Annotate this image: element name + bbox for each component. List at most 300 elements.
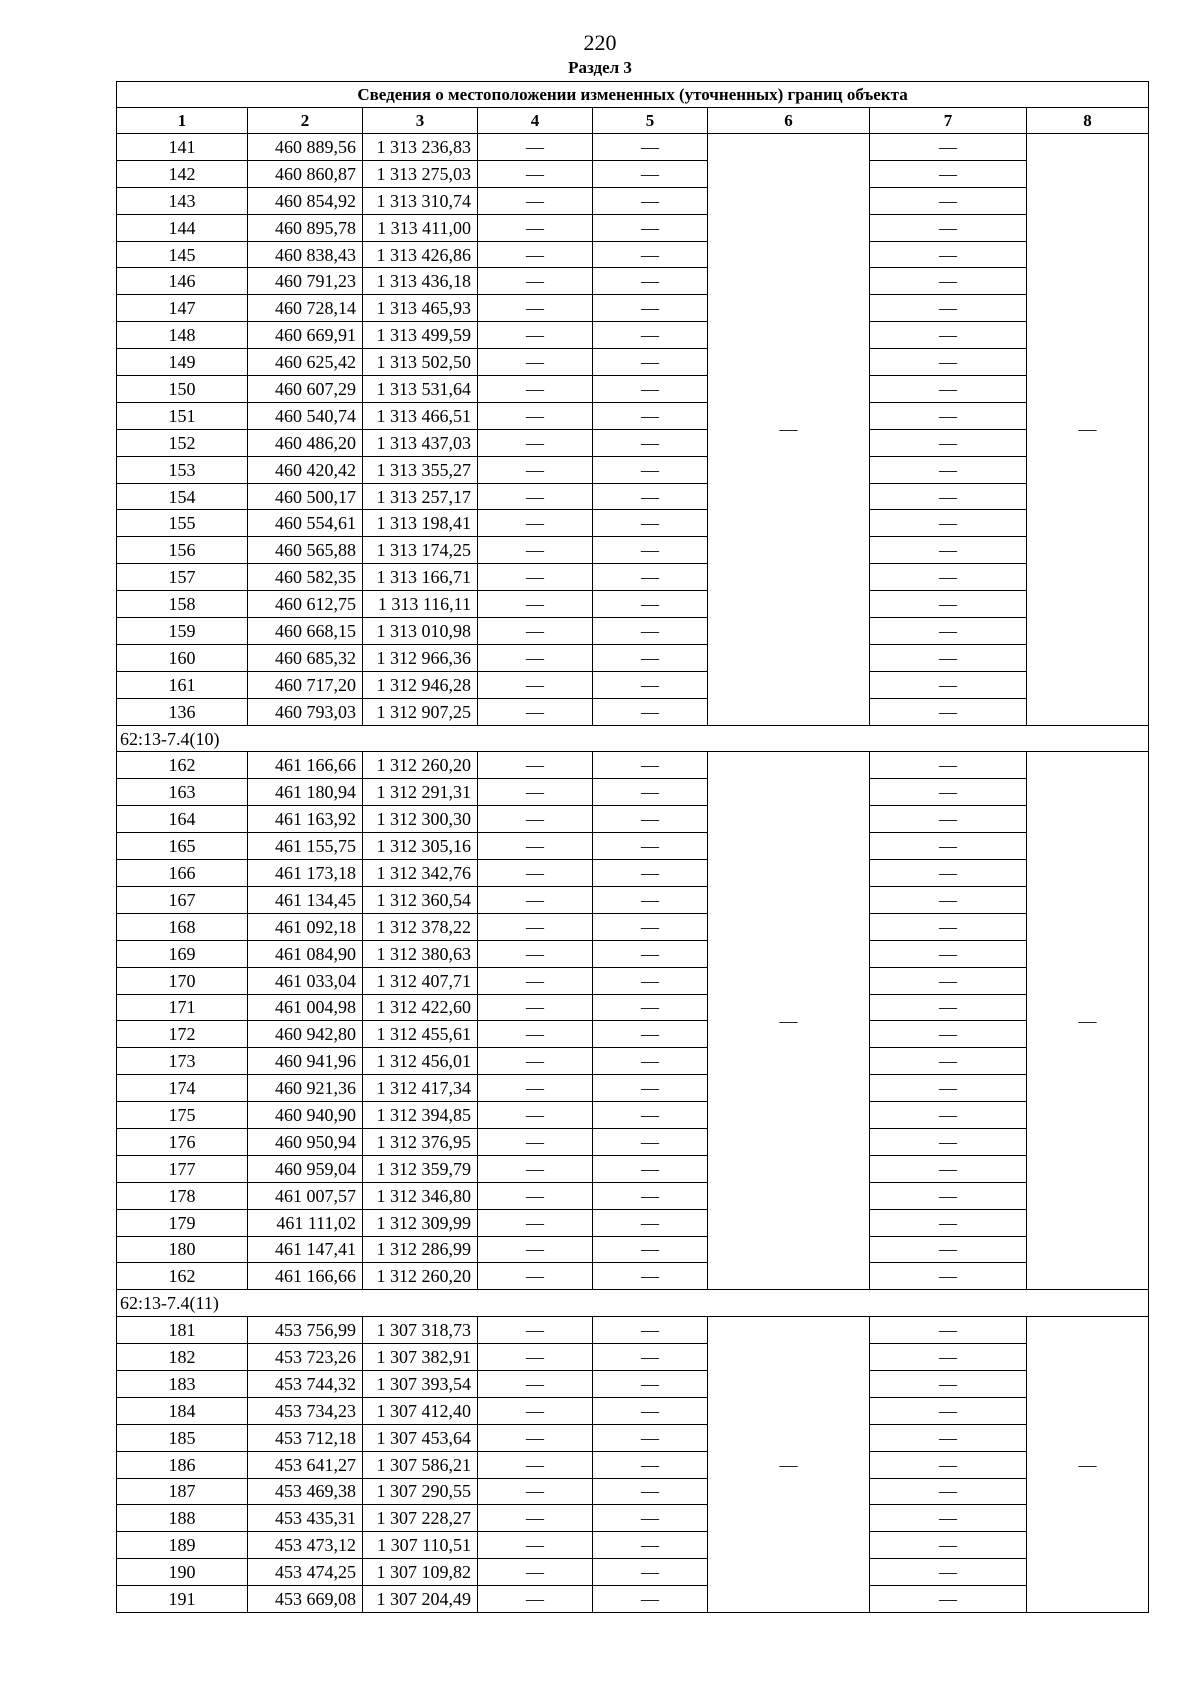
table-caption: Сведения о местоположении измененных (уточненных) границ объекта [117,82,1149,108]
table-row [117,860,1149,887]
point-number-cell: 146 [117,268,248,295]
point-number-cell: 180 [117,1236,248,1263]
coordinate-y-cell: 1 312 946,28 [363,671,478,698]
coordinate-x-cell: 460 728,14 [248,295,363,322]
table-row [117,349,1149,376]
coordinate-x-cell: 460 895,78 [248,214,363,241]
table-row [117,1397,1149,1424]
column-7-cell: — [870,618,1027,645]
table-row [117,1505,1149,1532]
column-header: 7 [870,108,1027,134]
column-7-cell: — [870,752,1027,779]
point-number-cell: 185 [117,1424,248,1451]
column-5-cell: — [593,1128,708,1155]
column-header: 3 [363,108,478,134]
column-4-cell: — [478,1075,593,1102]
coordinate-x-cell: 461 163,92 [248,806,363,833]
point-number-cell: 152 [117,429,248,456]
table-row [117,1317,1149,1344]
column-4-cell: — [478,1021,593,1048]
point-number-cell: 165 [117,833,248,860]
column-4-cell: — [478,591,593,618]
table-row [117,1021,1149,1048]
point-number-cell: 164 [117,806,248,833]
point-number-cell: 136 [117,698,248,725]
coordinate-x-cell: 461 166,66 [248,1263,363,1290]
table-row [117,806,1149,833]
table-row [117,1102,1149,1129]
point-number-cell: 168 [117,913,248,940]
table-row [117,1263,1149,1290]
table-row [117,214,1149,241]
point-number-cell: 167 [117,886,248,913]
point-number-cell: 162 [117,1263,248,1290]
column-5-cell: — [593,295,708,322]
point-number-cell: 186 [117,1451,248,1478]
table-row [117,644,1149,671]
point-number-cell: 162 [117,752,248,779]
column-4-cell: — [478,1478,593,1505]
column-5-cell: — [593,1182,708,1209]
column-7-cell: — [870,1559,1027,1586]
column-4-cell: — [478,1236,593,1263]
table-row [117,833,1149,860]
coordinate-x-cell: 460 860,87 [248,160,363,187]
coordinate-y-cell: 1 313 355,27 [363,456,478,483]
coordinate-y-cell: 1 313 198,41 [363,510,478,537]
coordinate-x-cell: 453 474,25 [248,1559,363,1586]
column-5-cell: — [593,1155,708,1182]
column-5-cell: — [593,1505,708,1532]
coordinate-y-cell: 1 313 236,83 [363,134,478,161]
column-7-cell: — [870,322,1027,349]
point-number-cell: 188 [117,1505,248,1532]
column-4-cell: — [478,698,593,725]
point-number-cell: 179 [117,1209,248,1236]
point-number-cell: 157 [117,564,248,591]
point-number-cell: 154 [117,483,248,510]
table-row [117,322,1149,349]
coordinate-x-cell: 453 669,08 [248,1586,363,1613]
column-header: 8 [1027,108,1149,134]
column-5-cell: — [593,1236,708,1263]
column-7-cell: — [870,1263,1027,1290]
column-8-merged-cell: — [1027,1317,1149,1613]
column-header: 4 [478,108,593,134]
point-number-cell: 171 [117,994,248,1021]
table-row [117,1344,1149,1371]
point-number-cell: 163 [117,779,248,806]
coordinate-y-cell: 1 313 411,00 [363,214,478,241]
column-7-cell: — [870,160,1027,187]
table-row [117,241,1149,268]
column-4-cell: — [478,241,593,268]
column-7-cell: — [870,187,1027,214]
column-7-cell: — [870,671,1027,698]
column-5-cell: — [593,1532,708,1559]
column-5-cell: — [593,349,708,376]
column-5-cell: — [593,994,708,1021]
column-5-cell: — [593,456,708,483]
coordinate-x-cell: 460 685,32 [248,644,363,671]
coordinate-y-cell: 1 312 417,34 [363,1075,478,1102]
table-row [117,1128,1149,1155]
table-row [117,268,1149,295]
table-row [117,1182,1149,1209]
column-7-cell: — [870,1586,1027,1613]
point-number-cell: 189 [117,1532,248,1559]
column-7-cell: — [870,268,1027,295]
table-row [117,1209,1149,1236]
column-7-cell: — [870,994,1027,1021]
column-4-cell: — [478,322,593,349]
column-4-cell: — [478,456,593,483]
column-5-cell: — [593,618,708,645]
coordinate-y-cell: 1 313 310,74 [363,187,478,214]
table-row [117,1559,1149,1586]
point-number-cell: 144 [117,214,248,241]
table-row [117,779,1149,806]
coordinate-y-cell: 1 313 010,98 [363,618,478,645]
coordinate-y-cell: 1 312 291,31 [363,779,478,806]
coordinate-y-cell: 1 307 412,40 [363,1397,478,1424]
subsection-row [117,1290,1149,1317]
point-number-cell: 142 [117,160,248,187]
coordinate-x-cell: 460 540,74 [248,402,363,429]
column-5-cell: — [593,1209,708,1236]
coordinate-y-cell: 1 313 257,17 [363,483,478,510]
column-7-cell: — [870,1048,1027,1075]
coordinate-x-cell: 461 134,45 [248,886,363,913]
column-7-cell: — [870,1370,1027,1397]
coordinate-x-cell: 460 793,03 [248,698,363,725]
point-number-cell: 191 [117,1586,248,1613]
coordinate-y-cell: 1 312 380,63 [363,940,478,967]
table-row [117,940,1149,967]
column-4-cell: — [478,214,593,241]
table-row [117,537,1149,564]
coordinate-x-cell: 461 180,94 [248,779,363,806]
column-5-cell: — [593,402,708,429]
column-4-cell: — [478,886,593,913]
point-number-cell: 169 [117,940,248,967]
coordinate-y-cell: 1 312 360,54 [363,886,478,913]
coordinate-y-cell: 1 312 455,61 [363,1021,478,1048]
point-number-cell: 141 [117,134,248,161]
coordinate-y-cell: 1 307 204,49 [363,1586,478,1613]
column-4-cell: — [478,1128,593,1155]
point-number-cell: 161 [117,671,248,698]
column-5-cell: — [593,940,708,967]
section-title: Раздел 3 [568,58,632,77]
table-body [117,82,1149,1613]
coordinate-y-cell: 1 313 275,03 [363,160,478,187]
point-number-cell: 153 [117,456,248,483]
column-4-cell: — [478,1451,593,1478]
boundary-coordinates-table [116,81,1149,1613]
coordinate-x-cell: 460 582,35 [248,564,363,591]
column-header: 1 [117,108,248,134]
table-row [117,1586,1149,1613]
point-number-cell: 176 [117,1128,248,1155]
column-7-cell: — [870,1532,1027,1559]
column-4-cell: — [478,1505,593,1532]
column-4-cell: — [478,1102,593,1129]
table-row [117,564,1149,591]
point-number-cell: 149 [117,349,248,376]
column-4-cell: — [478,402,593,429]
point-number-cell: 148 [117,322,248,349]
column-7-cell: — [870,806,1027,833]
coordinate-x-cell: 460 612,75 [248,591,363,618]
table-row [117,618,1149,645]
point-number-cell: 182 [117,1344,248,1371]
column-5-cell: — [593,1075,708,1102]
coordinate-x-cell: 460 668,15 [248,618,363,645]
column-7-cell: — [870,967,1027,994]
coordinate-y-cell: 1 307 382,91 [363,1344,478,1371]
column-4-cell: — [478,833,593,860]
column-6-merged-cell: — [708,134,870,726]
column-5-cell: — [593,429,708,456]
coordinate-x-cell: 460 940,90 [248,1102,363,1129]
column-7-cell: — [870,510,1027,537]
coordinate-x-cell: 460 486,20 [248,429,363,456]
column-5-cell: — [593,1586,708,1613]
coordinate-y-cell: 1 312 376,95 [363,1128,478,1155]
column-7-cell: — [870,564,1027,591]
table-row [117,1424,1149,1451]
column-5-cell: — [593,214,708,241]
coordinate-x-cell: 460 854,92 [248,187,363,214]
column-4-cell: — [478,134,593,161]
column-5-cell: — [593,1263,708,1290]
coordinate-x-cell: 460 607,29 [248,376,363,403]
coordinate-y-cell: 1 313 437,03 [363,429,478,456]
column-4-cell: — [478,564,593,591]
column-7-cell: — [870,913,1027,940]
coordinate-y-cell: 1 312 394,85 [363,1102,478,1129]
table-row [117,160,1149,187]
column-4-cell: — [478,1532,593,1559]
coordinate-x-cell: 460 554,61 [248,510,363,537]
column-header: 6 [708,108,870,134]
point-number-cell: 166 [117,860,248,887]
coordinate-y-cell: 1 312 378,22 [363,913,478,940]
coordinate-y-cell: 1 307 318,73 [363,1317,478,1344]
column-7-cell: — [870,376,1027,403]
table-row [117,1048,1149,1075]
point-number-cell: 159 [117,618,248,645]
column-8-merged-cell: — [1027,752,1149,1290]
table-row [117,967,1149,994]
table-row [117,1370,1149,1397]
column-5-cell: — [593,1317,708,1344]
column-5-cell: — [593,886,708,913]
column-5-cell: — [593,1048,708,1075]
coordinate-y-cell: 1 307 393,54 [363,1370,478,1397]
coordinate-x-cell: 461 084,90 [248,940,363,967]
column-header-row [117,108,1149,134]
column-4-cell: — [478,537,593,564]
coordinate-x-cell: 460 625,42 [248,349,363,376]
column-5-cell: — [593,1021,708,1048]
column-5-cell: — [593,564,708,591]
page-number: 220 [583,30,617,55]
coordinate-y-cell: 1 312 966,36 [363,644,478,671]
column-7-cell: — [870,1505,1027,1532]
column-7-cell: — [870,295,1027,322]
point-number-cell: 177 [117,1155,248,1182]
column-4-cell: — [478,1317,593,1344]
point-number-cell: 178 [117,1182,248,1209]
column-4-cell: — [478,860,593,887]
point-number-cell: 170 [117,967,248,994]
coordinate-y-cell: 1 313 502,50 [363,349,478,376]
column-7-cell: — [870,1021,1027,1048]
coordinate-x-cell: 460 941,96 [248,1048,363,1075]
point-number-cell: 147 [117,295,248,322]
column-7-cell: — [870,1451,1027,1478]
column-4-cell: — [478,752,593,779]
column-header: 5 [593,108,708,134]
column-4-cell: — [478,268,593,295]
coordinate-y-cell: 1 307 109,82 [363,1559,478,1586]
point-number-cell: 158 [117,591,248,618]
table-row [117,913,1149,940]
column-5-cell: — [593,241,708,268]
column-5-cell: — [593,1478,708,1505]
coordinate-x-cell: 461 033,04 [248,967,363,994]
column-4-cell: — [478,295,593,322]
column-7-cell: — [870,1397,1027,1424]
coordinate-y-cell: 1 313 466,51 [363,402,478,429]
column-5-cell: — [593,1424,708,1451]
column-6-merged-cell: — [708,1317,870,1613]
column-7-cell: — [870,456,1027,483]
coordinate-y-cell: 1 313 116,11 [363,591,478,618]
point-number-cell: 155 [117,510,248,537]
column-4-cell: — [478,1586,593,1613]
column-7-cell: — [870,349,1027,376]
coordinate-y-cell: 1 313 174,25 [363,537,478,564]
table-row [117,591,1149,618]
coordinate-x-cell: 453 473,12 [248,1532,363,1559]
coordinate-y-cell: 1 312 260,20 [363,752,478,779]
column-7-cell: — [870,644,1027,671]
column-5-cell: — [593,671,708,698]
column-7-cell: — [870,1102,1027,1129]
column-5-cell: — [593,537,708,564]
column-7-cell: — [870,1236,1027,1263]
point-number-cell: 172 [117,1021,248,1048]
subsection-label: 62:13-7.4(11) [117,1290,1149,1317]
column-4-cell: — [478,1424,593,1451]
column-5-cell: — [593,1397,708,1424]
coordinate-x-cell: 460 889,56 [248,134,363,161]
table-row [117,376,1149,403]
column-4-cell: — [478,1263,593,1290]
coordinate-x-cell: 460 950,94 [248,1128,363,1155]
point-number-cell: 175 [117,1102,248,1129]
coordinate-y-cell: 1 313 465,93 [363,295,478,322]
table-row [117,1236,1149,1263]
coordinate-x-cell: 461 155,75 [248,833,363,860]
column-5-cell: — [593,833,708,860]
column-5-cell: — [593,1102,708,1129]
table-row [117,1532,1149,1559]
table-row [117,698,1149,725]
table-row [117,295,1149,322]
column-5-cell: — [593,510,708,537]
table-row [117,1075,1149,1102]
column-7-cell: — [870,429,1027,456]
column-4-cell: — [478,429,593,456]
table-row [117,134,1149,161]
table-row [117,402,1149,429]
column-4-cell: — [478,1397,593,1424]
coordinate-y-cell: 1 312 342,76 [363,860,478,887]
column-4-cell: — [478,618,593,645]
point-number-cell: 187 [117,1478,248,1505]
coordinate-x-cell: 460 500,17 [248,483,363,510]
subsection-row [117,725,1149,752]
column-5-cell: — [593,806,708,833]
coordinate-y-cell: 1 313 166,71 [363,564,478,591]
coordinate-y-cell: 1 312 346,80 [363,1182,478,1209]
column-7-cell: — [870,591,1027,618]
column-7-cell: — [870,134,1027,161]
point-number-cell: 160 [117,644,248,671]
column-4-cell: — [478,994,593,1021]
column-4-cell: — [478,940,593,967]
column-4-cell: — [478,376,593,403]
coordinate-x-cell: 453 435,31 [248,1505,363,1532]
coordinate-x-cell: 461 004,98 [248,994,363,1021]
column-4-cell: — [478,187,593,214]
column-7-cell: — [870,1344,1027,1371]
column-5-cell: — [593,698,708,725]
table-row [117,886,1149,913]
coordinate-x-cell: 460 921,36 [248,1075,363,1102]
coordinate-y-cell: 1 313 499,59 [363,322,478,349]
column-5-cell: — [593,268,708,295]
point-number-cell: 184 [117,1397,248,1424]
column-6-merged-cell: — [708,752,870,1290]
column-7-cell: — [870,1128,1027,1155]
coordinate-y-cell: 1 312 309,99 [363,1209,478,1236]
coordinate-x-cell: 460 959,04 [248,1155,363,1182]
column-5-cell: — [593,913,708,940]
column-7-cell: — [870,1478,1027,1505]
column-5-cell: — [593,187,708,214]
coordinate-x-cell: 461 007,57 [248,1182,363,1209]
point-number-cell: 150 [117,376,248,403]
column-5-cell: — [593,860,708,887]
point-number-cell: 151 [117,402,248,429]
coordinate-x-cell: 461 147,41 [248,1236,363,1263]
coordinate-y-cell: 1 312 456,01 [363,1048,478,1075]
table-row [117,1155,1149,1182]
coordinate-x-cell: 453 734,23 [248,1397,363,1424]
point-number-cell: 183 [117,1370,248,1397]
coordinate-y-cell: 1 307 228,27 [363,1505,478,1532]
table-row [117,994,1149,1021]
column-4-cell: — [478,1209,593,1236]
column-5-cell: — [593,1344,708,1371]
coordinate-x-cell: 460 420,42 [248,456,363,483]
coordinate-y-cell: 1 312 260,20 [363,1263,478,1290]
